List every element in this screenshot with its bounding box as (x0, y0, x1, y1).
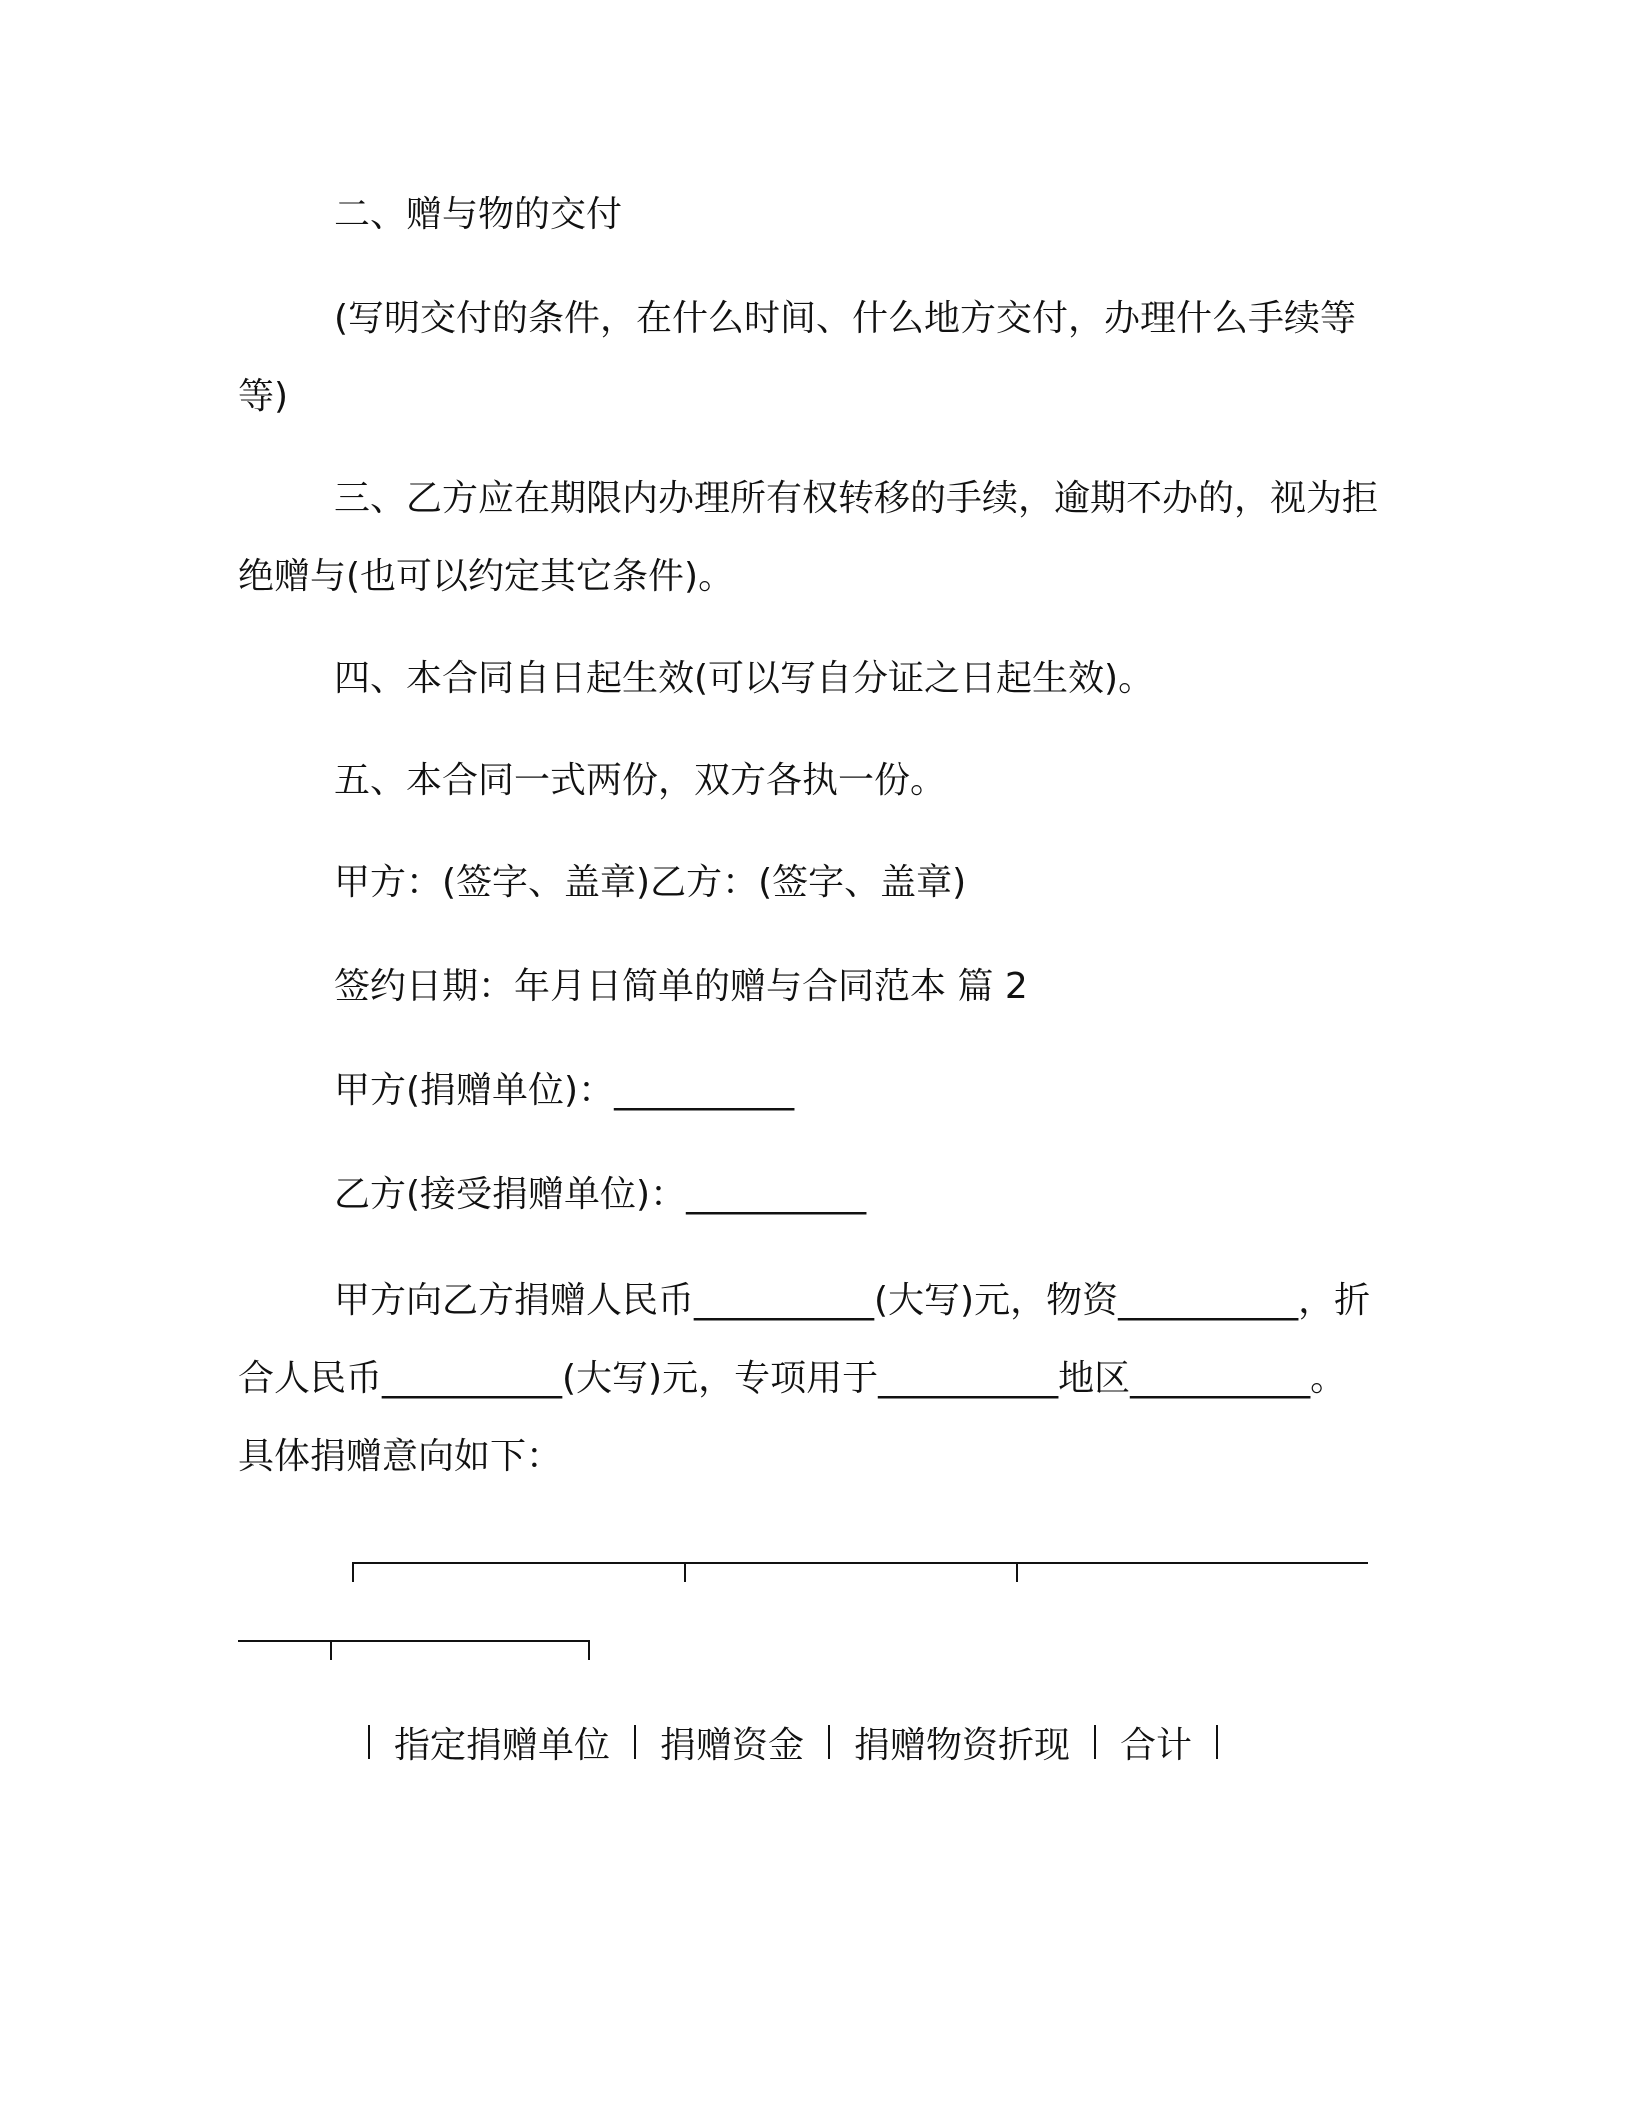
section-2-heading: 二、赠与物的交付 (334, 194, 623, 235)
header-total: 合计 (1120, 1724, 1193, 1766)
header-designated-unit: 指定捐赠单位 (394, 1724, 611, 1766)
table-column-separator (1216, 1725, 1218, 1759)
table-column-separator (634, 1725, 636, 1759)
donation-amount-paragraph: 甲方向乙方捐赠人民币__________(大写)元，物资__________，折合人民币__________(大写)元，专项用于__________地区__________。具体捐赠意向如下： (238, 1280, 1371, 1477)
signature-line: 甲方：(签字、盖章)乙方：(签字、盖章) (334, 862, 967, 903)
donation-table-header-row (344, 1712, 1242, 1772)
section-5-paragraph: 五、本合同一式两份，双方各执一份。 (334, 760, 947, 801)
party-a-donor-line: 甲方(捐赠单位)：__________ (334, 1070, 795, 1111)
section-3-paragraph: 三、乙方应在期限内办理所有权转移的手续，逾期不办的，视为拒绝赠与(也可以约定其它条件)。 (238, 478, 1379, 597)
section-4-paragraph: 四、本合同自日起生效(可以写自分证之日起生效)。 (334, 658, 1155, 699)
table-column-separator (828, 1725, 830, 1759)
table-column-separator (368, 1725, 370, 1759)
party-b-recipient-line: 乙方(接受捐赠单位)：__________ (334, 1174, 867, 1215)
delivery-conditions-paragraph: (写明交付的条件，在什么时间、什么地方交付，办理什么手续等等) (238, 298, 1357, 417)
table-column-separator (1094, 1725, 1096, 1759)
header-donation-funds: 捐赠资金 (660, 1724, 805, 1766)
signing-date-line: 签约日期：年月日简单的赠与合同范本 篇 2 (334, 966, 1028, 1007)
header-donated-goods-value: 捐赠物资折现 (854, 1724, 1071, 1766)
